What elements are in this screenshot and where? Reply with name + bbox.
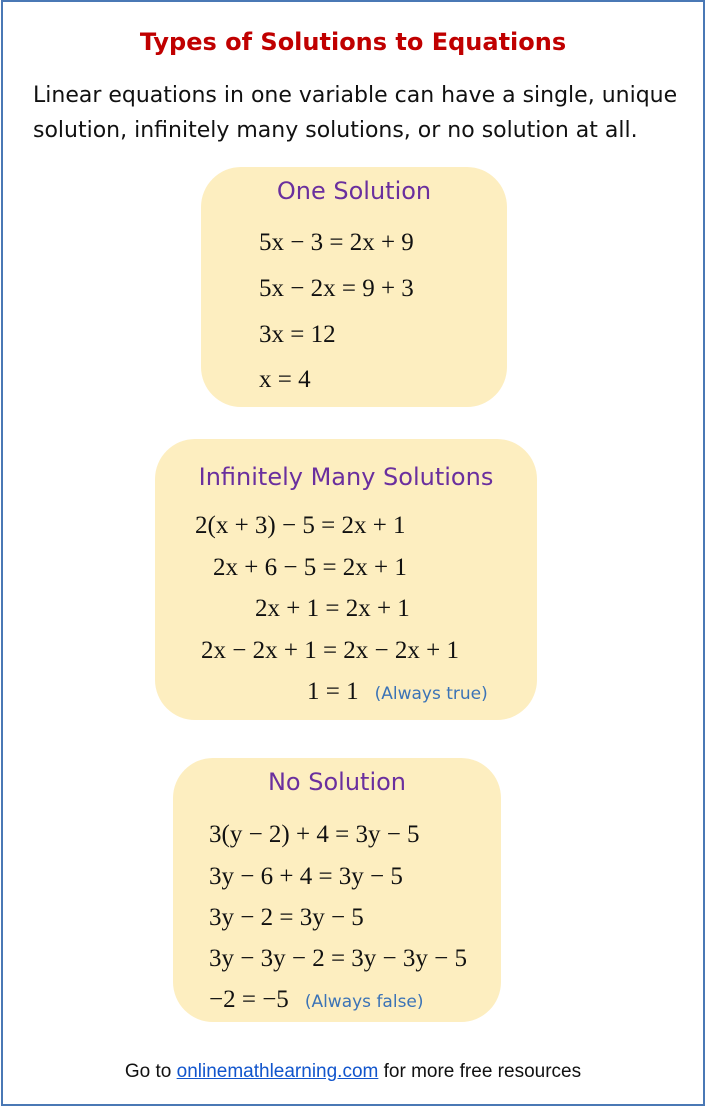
always-true-note: (Always true) [374,684,488,704]
footer-suffix: for more free resources [378,1061,582,1082]
equation-step: 3(y − 2) + 4 = 3y − 5 [209,821,420,848]
equation-step: 3y − 6 + 4 = 3y − 5 [209,863,403,890]
infinite-solutions-heading: Infinitely Many Solutions [198,463,494,491]
equation-step: 3y − 2 = 3y − 5 [209,904,364,931]
equation-step: 5x − 3 = 2x + 9 [259,229,414,256]
one-solution-card [201,167,507,407]
intro-paragraph: Linear equations in one variable can have a single, unique solution, infinitely many solutions, or no solution at all. [33,83,678,143]
equation-step [307,678,488,706]
equation-step: 3y − 3y − 2 = 3y − 3y − 5 [209,945,467,972]
site-link[interactable]: onlinemathlearning.com [176,1061,379,1082]
footer [3,1061,703,1083]
equation-step: 5x − 2x = 9 + 3 [259,275,414,302]
equation-step: 2x + 6 − 5 = 2x + 1 [213,554,407,581]
equation-step: 2(x + 3) − 5 = 2x + 1 [195,512,406,539]
no-solution-heading: No Solution [267,768,407,796]
equation-step: 2x − 2x + 1 = 2x − 2x + 1 [201,637,459,664]
footer-prefix: Go to [124,1061,177,1082]
equation-text: −2 = −5 [209,986,289,1013]
equation-step: 3x = 12 [259,321,336,348]
one-solution-heading: One Solution [276,177,432,205]
no-solution-card [173,758,501,1022]
infinite-solutions-card [155,439,537,720]
worksheet-page [1,0,705,1106]
equation-step: x = 4 [259,366,311,393]
equation-step [209,986,424,1014]
always-false-note: (Always false) [304,992,424,1012]
equation-text: 1 = 1 [307,678,359,705]
page-title: Types of Solutions to Equations [139,28,567,56]
equation-step: 2x + 1 = 2x + 1 [255,595,410,622]
